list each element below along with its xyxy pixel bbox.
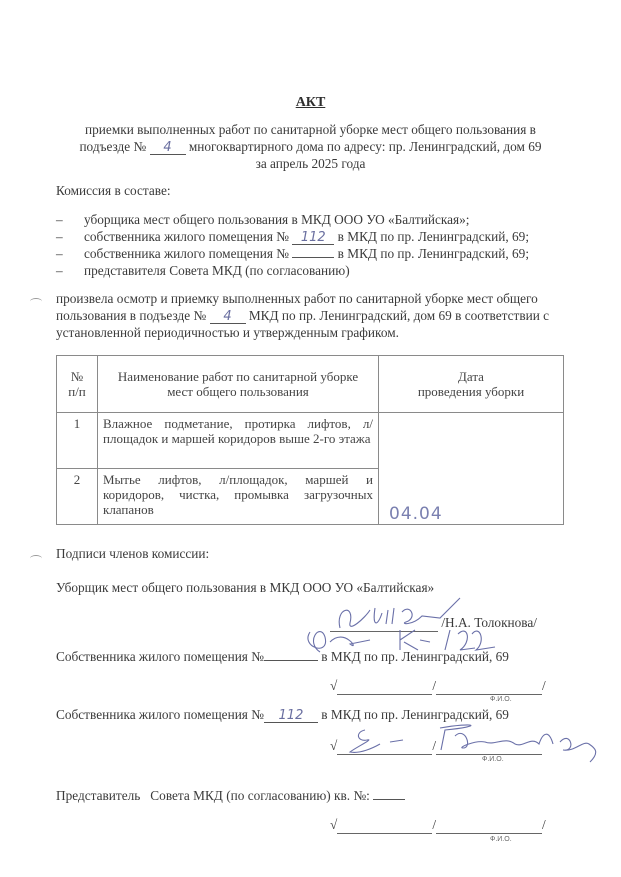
representative-signature-line[interactable]	[337, 817, 432, 834]
owner2-row: Собственника жилого помещения № 112 в МКД по пр. Ленинградский, 69	[56, 707, 509, 723]
fio-caption: Ф.И.О.	[490, 836, 512, 843]
works-table	[56, 355, 564, 525]
representative-signature-row: √ / /	[330, 817, 546, 832]
row-work-name: Мытье лифтов, л/площадок, маршей и коридоров, чистка, промывка загрузочных клапанов	[98, 469, 379, 525]
commission-heading: Комиссия в составе:	[56, 183, 171, 198]
row-work-name: Влажное подметание, протирка лифтов, л/площадок и маршей коридоров выше 2-го этажа	[98, 413, 379, 469]
commission-member: – уборщика мест общего пользования в МКД ООО УО «Балтийская»;	[56, 212, 470, 227]
owner-apartment-field[interactable]	[292, 257, 334, 258]
fio-caption: Ф.И.О.	[482, 756, 504, 763]
margin-mark	[30, 298, 42, 305]
table-header-row	[57, 356, 564, 413]
header-date: Дата проведения уборки	[379, 356, 564, 413]
check-mark: √	[330, 738, 338, 753]
check-mark: √	[330, 817, 338, 832]
cleaner-name: /Н.А. Толокнова/	[441, 615, 538, 630]
row-num: 1	[57, 413, 98, 469]
signatures-heading: Подписи членов комиссии:	[56, 546, 210, 561]
check-mark: √	[330, 678, 338, 693]
header-num: № п/п	[57, 356, 98, 413]
bullet-dash: –	[56, 212, 63, 227]
subtitle-line-2	[0, 139, 621, 155]
entrance-number-field[interactable]: 4	[210, 310, 246, 324]
owner2-apartment-field[interactable]: 112	[264, 709, 318, 723]
subtitle-line-1: приемки выполненных работ по санитарной уборке мест общего пользования в	[85, 122, 536, 137]
inspection-line-2: пользования в подъезде № 4 МКД по пр. Ленинградский, дом 69 в соответствии с	[56, 308, 550, 324]
owner1-fio-line[interactable]	[436, 678, 542, 695]
owner1-stamp-scribble	[300, 622, 480, 662]
owner1-row: Собственника жилого помещения № в МКД по пр. Ленинградский, 69	[56, 649, 509, 664]
owner1-signature-row: √ / /	[330, 678, 546, 693]
representative-row: Представитель Совета МКД (по согласованию) кв. №:	[56, 788, 405, 804]
subtitle-period: за апрель 2025 года	[255, 156, 366, 171]
cleaning-date-handwritten: 04.04	[389, 504, 443, 524]
subtitle-entrance-label: подъезде №	[79, 139, 147, 154]
commission-member: – собственника жилого помещения № 112 в МКД по пр. Ленинградский, 69;	[56, 229, 530, 245]
commission-member: – представителя Совета МКД (по согласованию)	[56, 263, 350, 278]
cleaner-label: Уборщик мест общего пользования в МКД ООО УО «Балтийская»	[56, 580, 435, 595]
document-title: АКТ	[295, 95, 326, 110]
bullet-dash: –	[56, 246, 63, 261]
inspection-line-1: произвела осмотр и приемку выполненных работ по санитарной уборке мест общего	[56, 291, 538, 306]
entrance-number-field[interactable]: 4	[150, 141, 186, 155]
bullet-dash: –	[56, 263, 63, 278]
commission-member: – собственника жилого помещения № в МКД по пр. Ленинградский, 69;	[56, 246, 530, 261]
bullet-dash: –	[56, 229, 63, 244]
fio-caption: Ф.И.О.	[490, 696, 512, 703]
owner2-signature	[345, 722, 605, 772]
table-row	[57, 413, 564, 469]
date-cell[interactable]	[379, 413, 564, 525]
margin-mark	[30, 555, 42, 562]
representative-fio-line[interactable]	[436, 817, 542, 834]
owner1-signature-line[interactable]	[337, 678, 432, 695]
subtitle-address: многоквартирного дома по адресу: пр. Ленинградский, дом 69	[188, 139, 542, 154]
owner2-signature-row: √ /	[330, 738, 542, 755]
header-work-name: Наименование работ по санитарной уборке мест общего пользования	[98, 356, 379, 413]
inspection-line-3: установленной периодичностью и утвержденным графиком.	[56, 325, 399, 340]
row-num: 2	[57, 469, 98, 525]
representative-apartment-field[interactable]	[373, 799, 405, 800]
owner-apartment-field[interactable]: 112	[292, 231, 334, 245]
